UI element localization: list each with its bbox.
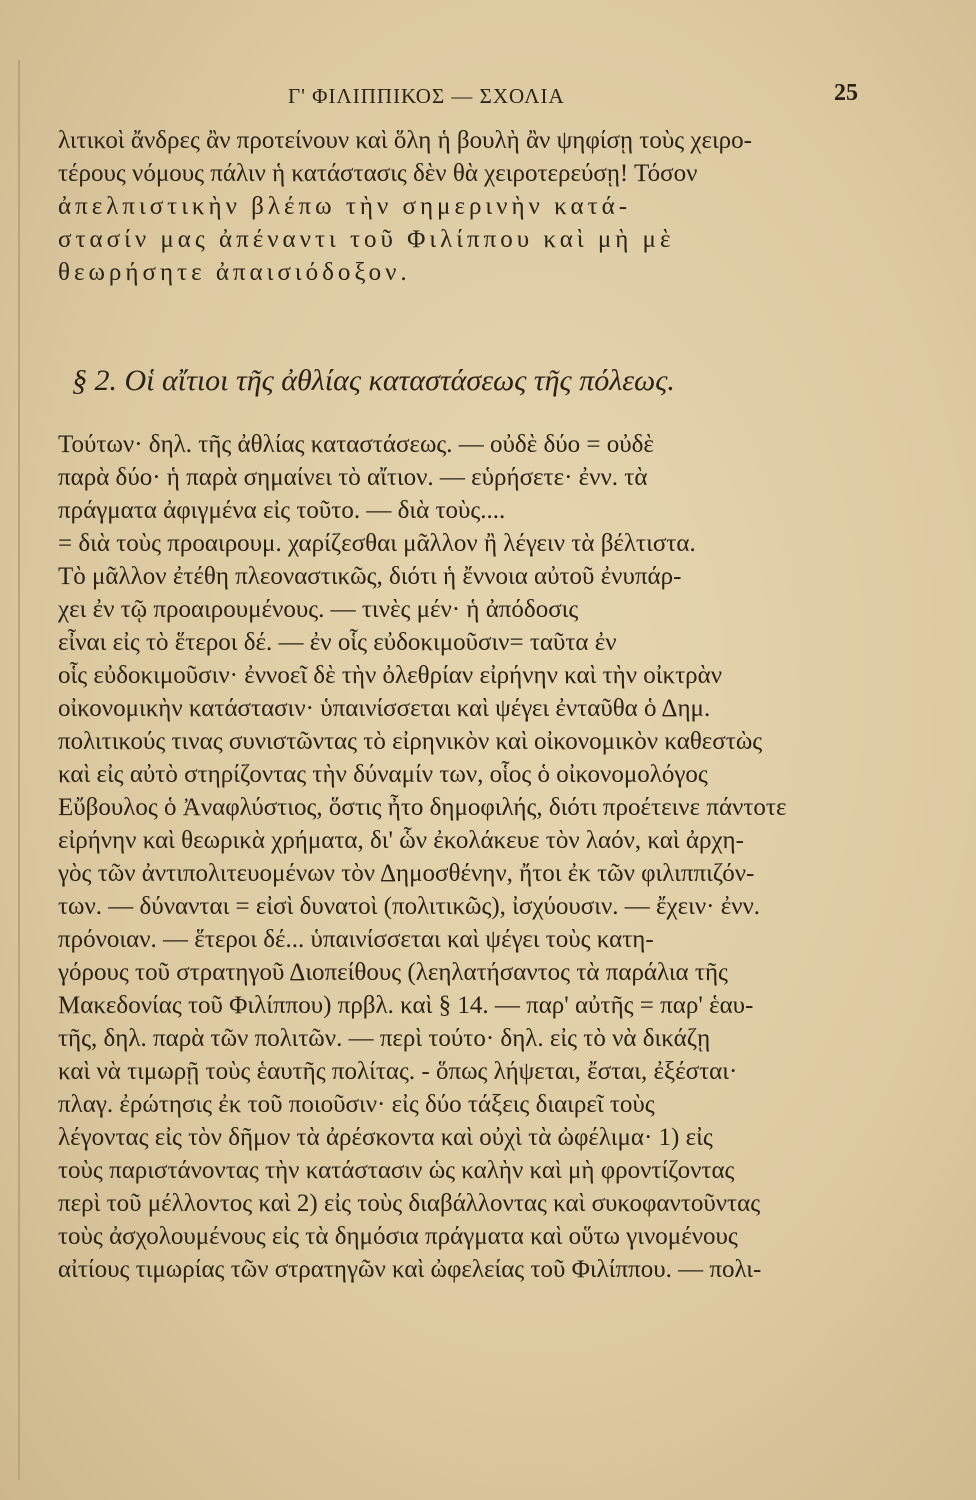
running-title: Γ' ΦΙΛΙΠΠΙΚΟΣ — ΣΧΟΛΙΑ [288,84,565,108]
text-line: οἷς εὐδοκιμοῦσιν· ἐννοεῖ δὲ τὴν ὀλεθρίαν εἰρήνην καὶ τὴν οἰκτρὰν [58,662,723,689]
text-line: στασίν μας ἀπέναντι τοῦ Φιλίππου καὶ μὴ μὲ [58,226,675,253]
text-line: λέγοντας εἰς τὸν δῆμον τὰ ἀρέσκοντα καὶ οὐχὶ τὰ ὠφέλιμα· 1) εἰς [58,1124,713,1151]
text-line: πρόνοιαν. — ἕτεροι δέ... ὑπαινίσσεται καὶ ψέγει τοὺς κατη- [58,926,654,953]
text-line: παρὰ δύο· ἡ παρὰ σημαίνει τὸ αἴτιον. — εὑρήσετε· ἐνν. τὰ [58,464,648,491]
text-line: λιτικοὶ ἄνδρες ἂν προτείνουν καὶ ὅλη ἡ βουλὴ ἂν ψηφίσῃ τοὺς χειρο- [58,127,752,154]
text-line: γόρους τοῦ στρατηγοῦ Διοπείθους (λεηλατήσαντος τὰ παράλια τῆς [58,959,728,986]
text-line: Εὔβουλος ὁ Ἀναφλύστιος, ὅστις ἦτο δημοφιλής, διότι προέτεινε πάντοτε [58,794,787,821]
text-line: πολιτικούς τινας συνιστῶντας τὸ εἰρηνικὸν καὶ οἰκονομικὸν καθεστὼς [58,728,763,755]
text-line: τέρους νόμους πάλιν ἡ κατάστασις δὲν θὰ χειροτερεύσῃ! Τόσον [58,160,698,187]
text-line: χει ἐν τῷ προαιρουμένους. — τινὲς μέν· ἡ ἀπόδοσις [58,596,579,623]
page-header [0,76,976,116]
section-heading: § 2. Οἱ αἴτιοι τῆς ἀθλίας καταστάσεως τῆς πόλεως. [72,364,675,397]
text-line: καὶ νὰ τιμωρῇ τοὺς ἑαυτῆς πολίτας. - ὅπως λήψεται, ἔσται, ἐξέσται· [58,1058,738,1085]
text-line: καὶ εἰς αὐτὸ στηρίζοντας τὴν δύναμίν των, οἷος ὁ οἰκονομολόγος [58,761,708,788]
text-line: = διὰ τοὺς προαιρουμ. χαρίζεσθαι μᾶλλον ἢ λέγειν τὰ βέλτιστα. [58,530,696,557]
text-line: εἰρήνην καὶ θεωρικὰ χρήματα, δι' ὧν ἐκολάκευε τὸν λαόν, καὶ ἀρχη- [58,827,744,854]
text-line: των. — δύνανται = εἰσὶ δυνατοὶ (πολιτικῶς), ἰσχύουσιν. — ἔχειν· ἐνν. [58,893,761,920]
text-line: ἀπελπιστικὴν βλέπω τὴν σημερινὴν κατά- [58,193,632,220]
paragraph-2 [58,428,868,1286]
text-line: γὸς τῶν ἀντιπολιτευομένων τὸν Δημοσθένην, ἤτοι ἐκ τῶν φιλιππιζόν- [58,860,755,887]
text-line: περὶ τοῦ μέλλοντος καὶ 2) εἰς τοὺς διαβάλλοντας καὶ συκοφαντοῦντας [58,1190,761,1217]
text-line: θεωρήσητε ἀπαισιόδοξον. [58,259,411,286]
text-line: πράγματα ἀφιγμένα εἰς τοῦτο. — διὰ τοὺς.... [58,497,506,524]
text-line: εἶναι εἰς τὸ ἕτεροι δέ. — ἐν οἷς εὐδοκιμοῦσιν= ταῦτα ἐν [58,629,617,656]
text-line: αἰτίους τιμωρίας τῶν στρατηγῶν καὶ ὠφελείας τοῦ Φιλίππου. — πολι- [58,1256,762,1283]
text-line: τοὺς ἀσχολουμένους εἰς τὰ δημόσια πράγματα καὶ οὕτω γινομένους [58,1223,738,1250]
text-line: τῆς, δηλ. παρὰ τῶν πολιτῶν. — περὶ τούτο· δηλ. εἰς τὸ νὰ δικάζῃ [58,1025,711,1052]
text-line: Τὸ μᾶλλον ἐτέθη πλεοναστικῶς, διότι ἡ ἔννοια αὐτοῦ ἐνυπάρ- [58,563,682,590]
paragraph-1 [58,124,868,289]
text-line: Τούτων· δηλ. τῆς ἀθλίας καταστάσεως. — οὐδὲ δύο = οὐδὲ [58,431,654,458]
binding-edge [18,60,20,1480]
text-line: τοὺς παριστάνοντας τὴν κατάστασιν ὡς καλὴν καὶ μὴ φροντίζοντας [58,1157,735,1184]
text-line: οἰκονομικὴν κατάστασιν· ὑπαινίσσεται καὶ ψέγει ἐνταῦθα ὁ Δημ. [58,695,711,722]
text-line: πλαγ. ἐρώτησις ἐκ τοῦ ποιοῦσιν· εἰς δύο τάξεις διαιρεῖ τοὺς [58,1091,655,1118]
text-line: Μακεδονίας τοῦ Φιλίππου) πρβλ. καὶ § 14. — παρ' αὐτῆς = παρ' ἑαυ- [58,992,754,1019]
page-number: 25 [834,80,858,106]
